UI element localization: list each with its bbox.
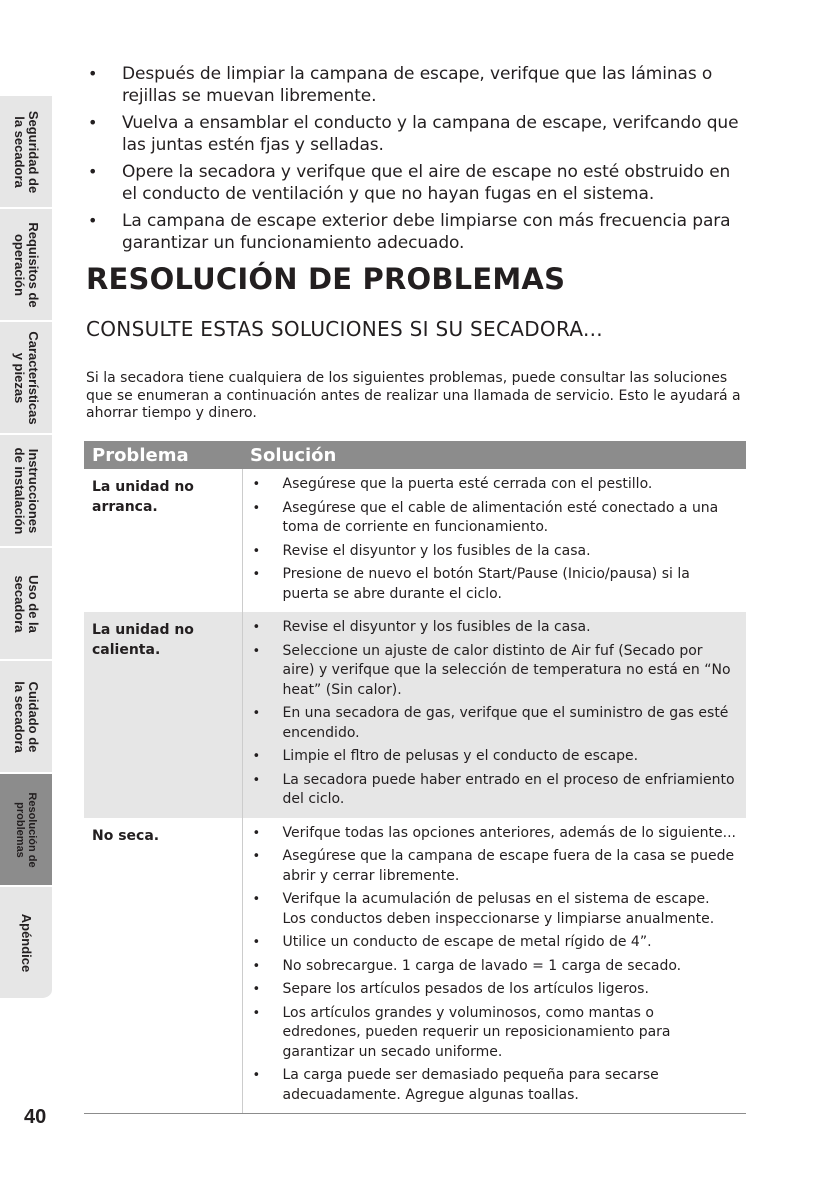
table-header-row bbox=[84, 441, 746, 469]
side-tab-label: Instrucciones de instalación bbox=[12, 447, 41, 534]
side-tab-label: Resolución de problemas bbox=[14, 791, 38, 868]
table-row bbox=[84, 818, 746, 1114]
header-solution: Solución bbox=[242, 441, 746, 469]
list-item: • Presione de nuevo el botón Start/Pause (Inicio/pausa) si la puerta se abre durante el ciclo. bbox=[251, 565, 737, 604]
side-tab-cuidado[interactable] bbox=[0, 661, 52, 774]
list-item: • Asegúrese que el cable de alimentación esté conectado a una toma de corriente en funcionamiento. bbox=[251, 499, 737, 538]
side-tab-uso[interactable] bbox=[0, 548, 52, 661]
side-tab-requisitos[interactable] bbox=[0, 209, 52, 322]
list-item: • Separe los artículos pesados de los artículos ligeros. bbox=[251, 980, 737, 1000]
list-item: • En una secadora de gas, verifque que el suministro de gas esté encendido. bbox=[251, 704, 737, 743]
list-item: • La campana de escape exterior debe limpiarse con más frecuencia para garantizar un funcionamiento adecuado. bbox=[86, 210, 746, 254]
side-tab-label: Seguridad de la secadora bbox=[12, 110, 41, 193]
solution-list bbox=[243, 818, 747, 1114]
solution-list bbox=[243, 469, 747, 612]
list-item: • Limpie el fltro de pelusas y el conducto de escape. bbox=[251, 747, 737, 767]
list-item: • Utilice un conducto de escape de metal rígido de 4”. bbox=[251, 933, 737, 953]
intro-bullet-list bbox=[86, 63, 746, 259]
page-title: RESOLUCIÓN DE PROBLEMAS bbox=[86, 262, 566, 296]
problem-cell: La unidad no calienta. bbox=[84, 612, 242, 818]
solution-cell bbox=[242, 469, 746, 612]
side-tab-label: Apéndice bbox=[19, 913, 34, 972]
side-tab-label: Cuidado de la secadora bbox=[12, 680, 41, 753]
list-item: • Asegúrese que la campana de escape fuera de la casa se puede abrir y cerrar libremente. bbox=[251, 847, 737, 886]
side-tab-seguridad[interactable] bbox=[0, 96, 52, 209]
list-item: • Vuelva a ensamblar el conducto y la campana de escape, verifcando que las juntas estén fjas y selladas. bbox=[86, 112, 746, 156]
side-tab-label: Requisitos de operación bbox=[12, 221, 41, 308]
side-tab-label: Características y piezas bbox=[12, 330, 41, 425]
side-tab-instrucciones[interactable] bbox=[0, 435, 52, 548]
table-row bbox=[84, 469, 746, 612]
solution-cell bbox=[242, 818, 746, 1114]
list-item: • Revise el disyuntor y los fusibles de la casa. bbox=[251, 618, 737, 638]
problem-cell: No seca. bbox=[84, 818, 242, 1114]
side-tab-apendice[interactable] bbox=[0, 887, 52, 1000]
page-subtitle: CONSULTE ESTAS SOLUCIONES SI SU SECADORA... bbox=[86, 317, 603, 341]
page-number: 40 bbox=[24, 1106, 47, 1128]
list-item: • La secadora puede haber entrado en el proceso de enfriamiento del ciclo. bbox=[251, 771, 737, 810]
list-item: • No sobrecargue. 1 carga de lavado = 1 carga de secado. bbox=[251, 957, 737, 977]
list-item: • La carga puede ser demasiado pequeña para secarse adecuadamente. Agregue algunas toallas. bbox=[251, 1066, 737, 1105]
solution-cell bbox=[242, 612, 746, 818]
problem-cell: La unidad no arranca. bbox=[84, 469, 242, 612]
list-item: • Después de limpiar la campana de escape, verifque que las láminas o rejillas se muevan libremente. bbox=[86, 63, 746, 107]
side-tab-caracteristicas[interactable] bbox=[0, 322, 52, 435]
list-item: • Los artículos grandes y voluminosos, como mantas o edredones, pueden requerir un reposicionamiento para garantizar un secado uniforme. bbox=[251, 1004, 737, 1063]
list-item: • Opere la secadora y verifque que el aire de escape no esté obstruido en el conducto de ventilación y que no hayan fugas en el sistema. bbox=[86, 161, 746, 205]
side-tabs bbox=[0, 96, 52, 1000]
list-item: • Revise el disyuntor y los fusibles de la casa. bbox=[251, 542, 737, 562]
header-problem: Problema bbox=[84, 441, 242, 469]
list-item: • Verifque todas las opciones anteriores, además de lo siguiente... bbox=[251, 824, 737, 844]
list-item: • Asegúrese que la puerta esté cerrada con el pestillo. bbox=[251, 475, 737, 495]
side-tab-resolucion[interactable] bbox=[0, 774, 52, 887]
table-row bbox=[84, 612, 746, 818]
side-tab-label: Uso de la secadora bbox=[12, 574, 41, 633]
intro-paragraph: Si la secadora tiene cualquiera de los siguientes problemas, puede consultar las soluciones que se enumeran a continuación antes de realizar una llamada de servicio. Esto le ayudará a ahorrar tiempo y dinero. bbox=[86, 370, 741, 421]
list-item: • Seleccione un ajuste de calor distinto de Air fuf (Secado por aire) y verifque que la selección de temperatura no está en “No heat” (Sin calor). bbox=[251, 642, 737, 701]
troubleshooting-table bbox=[84, 441, 746, 1114]
list-item: • Verifque la acumulación de pelusas en el sistema de escape. Los conductos deben inspeccionarse y limpiarse anualmente. bbox=[251, 890, 737, 929]
solution-list bbox=[243, 612, 747, 818]
